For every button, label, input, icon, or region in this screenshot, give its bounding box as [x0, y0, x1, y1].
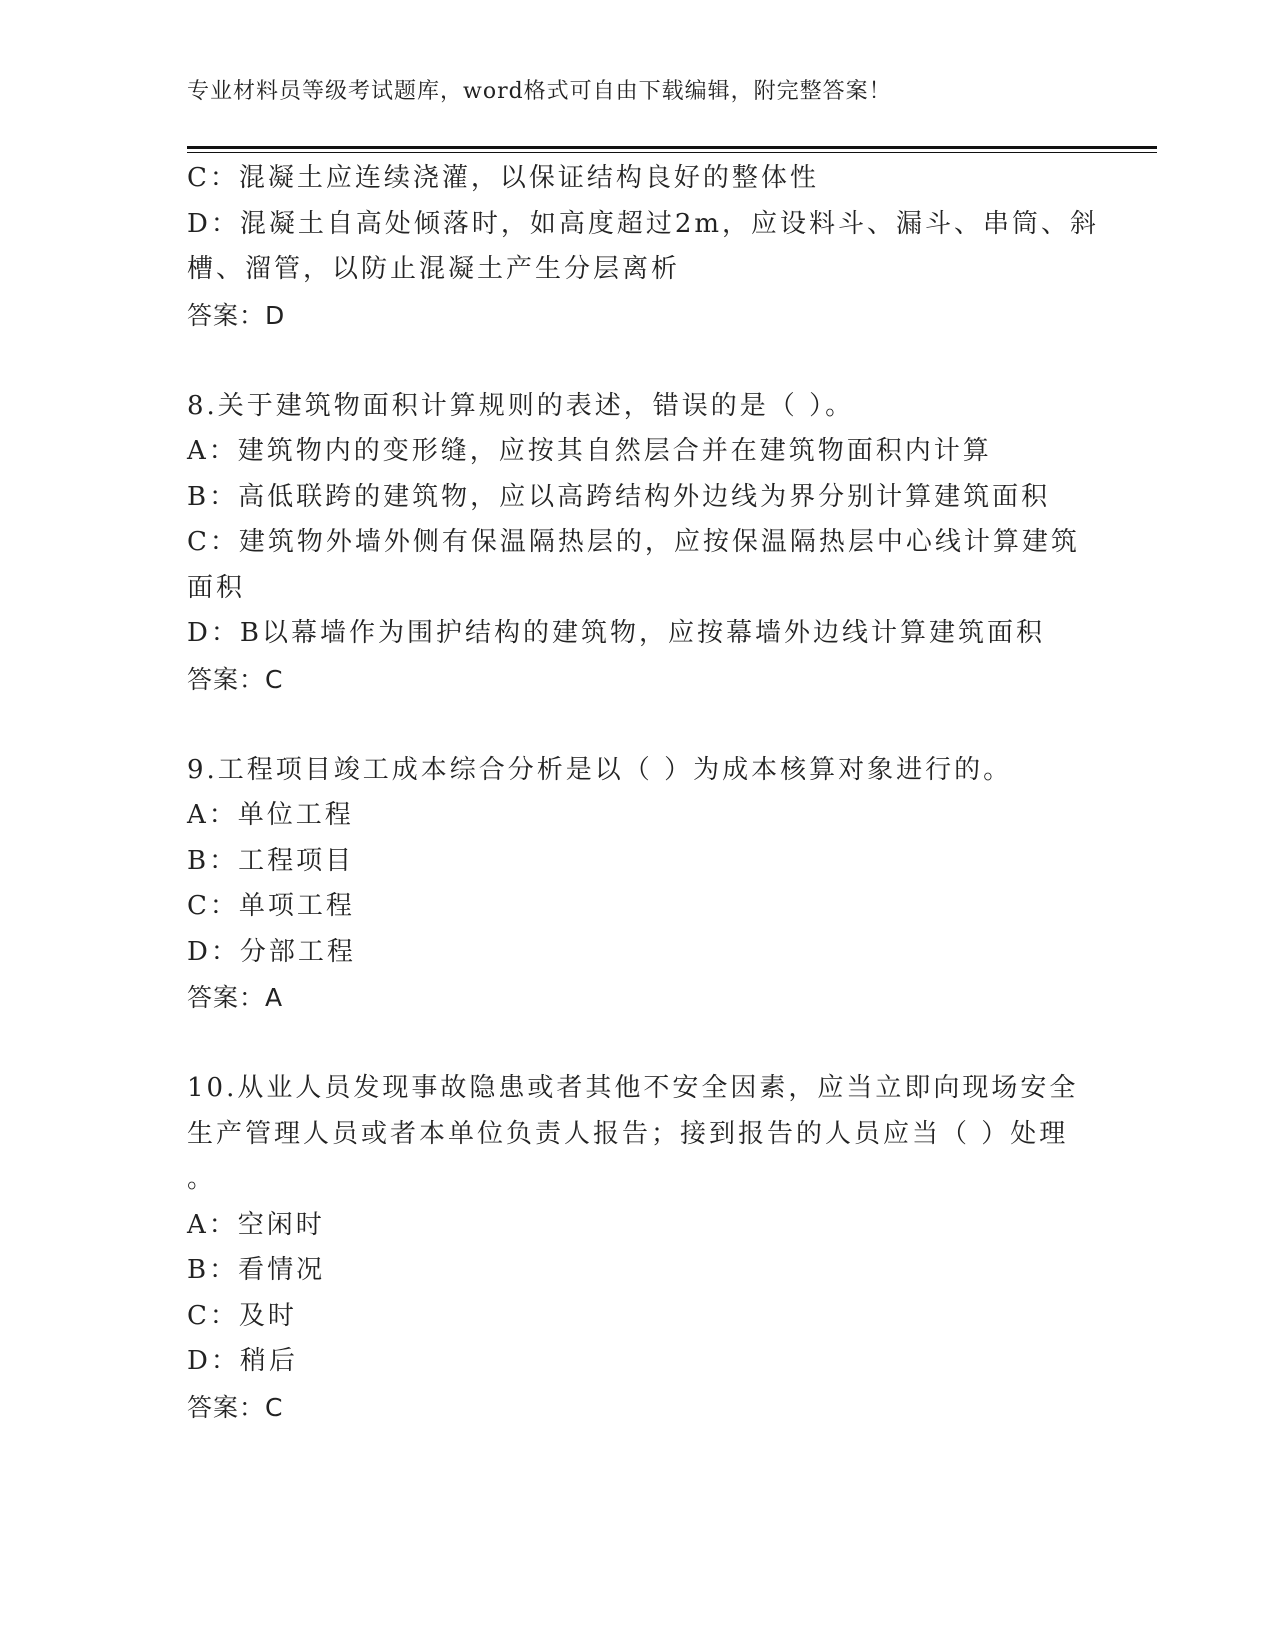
answer: 答案：D: [187, 300, 286, 330]
answer: 答案：A: [187, 983, 284, 1012]
question-block-8: [187, 384, 1087, 703]
question-block-10: [187, 1066, 1087, 1430]
option-b: B：看情况: [187, 1255, 326, 1285]
spacer: [187, 1021, 1087, 1067]
header-rule-thick: [187, 146, 1157, 149]
question-stem-end: 。: [187, 1164, 217, 1194]
question-stem: 9.工程项目竣工成本综合分析是以（ ）为成本核算对象进行的。: [187, 754, 1013, 785]
question-stem-continued: 生产管理人员或者本单位负责人报告；接到报告的人员应当（ ）处理: [187, 1118, 1069, 1149]
option-b: B：工程项目: [187, 845, 355, 876]
header-rule-thin: [187, 152, 1157, 153]
option-d: D：稍后: [187, 1346, 298, 1376]
option-d-continued: 槽、溜管，以防止混凝土产生分层离析: [187, 254, 681, 284]
option-d: D：B以幕墙作为围护结构的建筑物，应按幕墙外边线计算建筑面积: [187, 618, 1045, 648]
question-block-prev: [187, 156, 1100, 338]
option-c-continued: 面积: [187, 572, 246, 603]
question-list: [187, 156, 1100, 1430]
option-a: A：单位工程: [187, 800, 354, 830]
spacer: [187, 702, 1087, 748]
option-a: A：空闲时: [187, 1209, 325, 1240]
option-c: C：建筑物外墙外侧有保温隔热层的，应按保温隔热层中心线计算建筑: [187, 527, 1080, 557]
option-c: C：及时: [187, 1300, 297, 1331]
answer: 答案：C: [187, 1392, 284, 1422]
option-c: C：混凝土应连续浇灌，以保证结构良好的整体性: [187, 163, 819, 193]
spacer: [187, 338, 1087, 384]
question-stem: 10.从业人员发现事故隐患或者其他不安全因素，应当立即向现场安全: [187, 1073, 1079, 1103]
question-block-9: [187, 748, 1087, 1021]
option-b: B：高低联跨的建筑物，应以高跨结构外边线为界分别计算建筑面积: [187, 481, 1051, 512]
answer: 答案：C: [187, 664, 284, 694]
question-stem: 8.关于建筑物面积计算规则的表述，错误的是（ ）。: [187, 390, 855, 421]
page-header: 专业材料员等级考试题库，word格式可自由下载编辑，附完整答案！: [187, 79, 892, 104]
option-d: D：混凝土自高处倾落时，如高度超过2m，应设料斗、漏斗、串筒、斜: [187, 208, 1100, 239]
option-d: D：分部工程: [187, 936, 356, 967]
option-a: A：建筑物内的变形缝，应按其自然层合并在建筑物面积内计算: [187, 436, 992, 466]
option-c: C：单项工程: [187, 891, 355, 921]
